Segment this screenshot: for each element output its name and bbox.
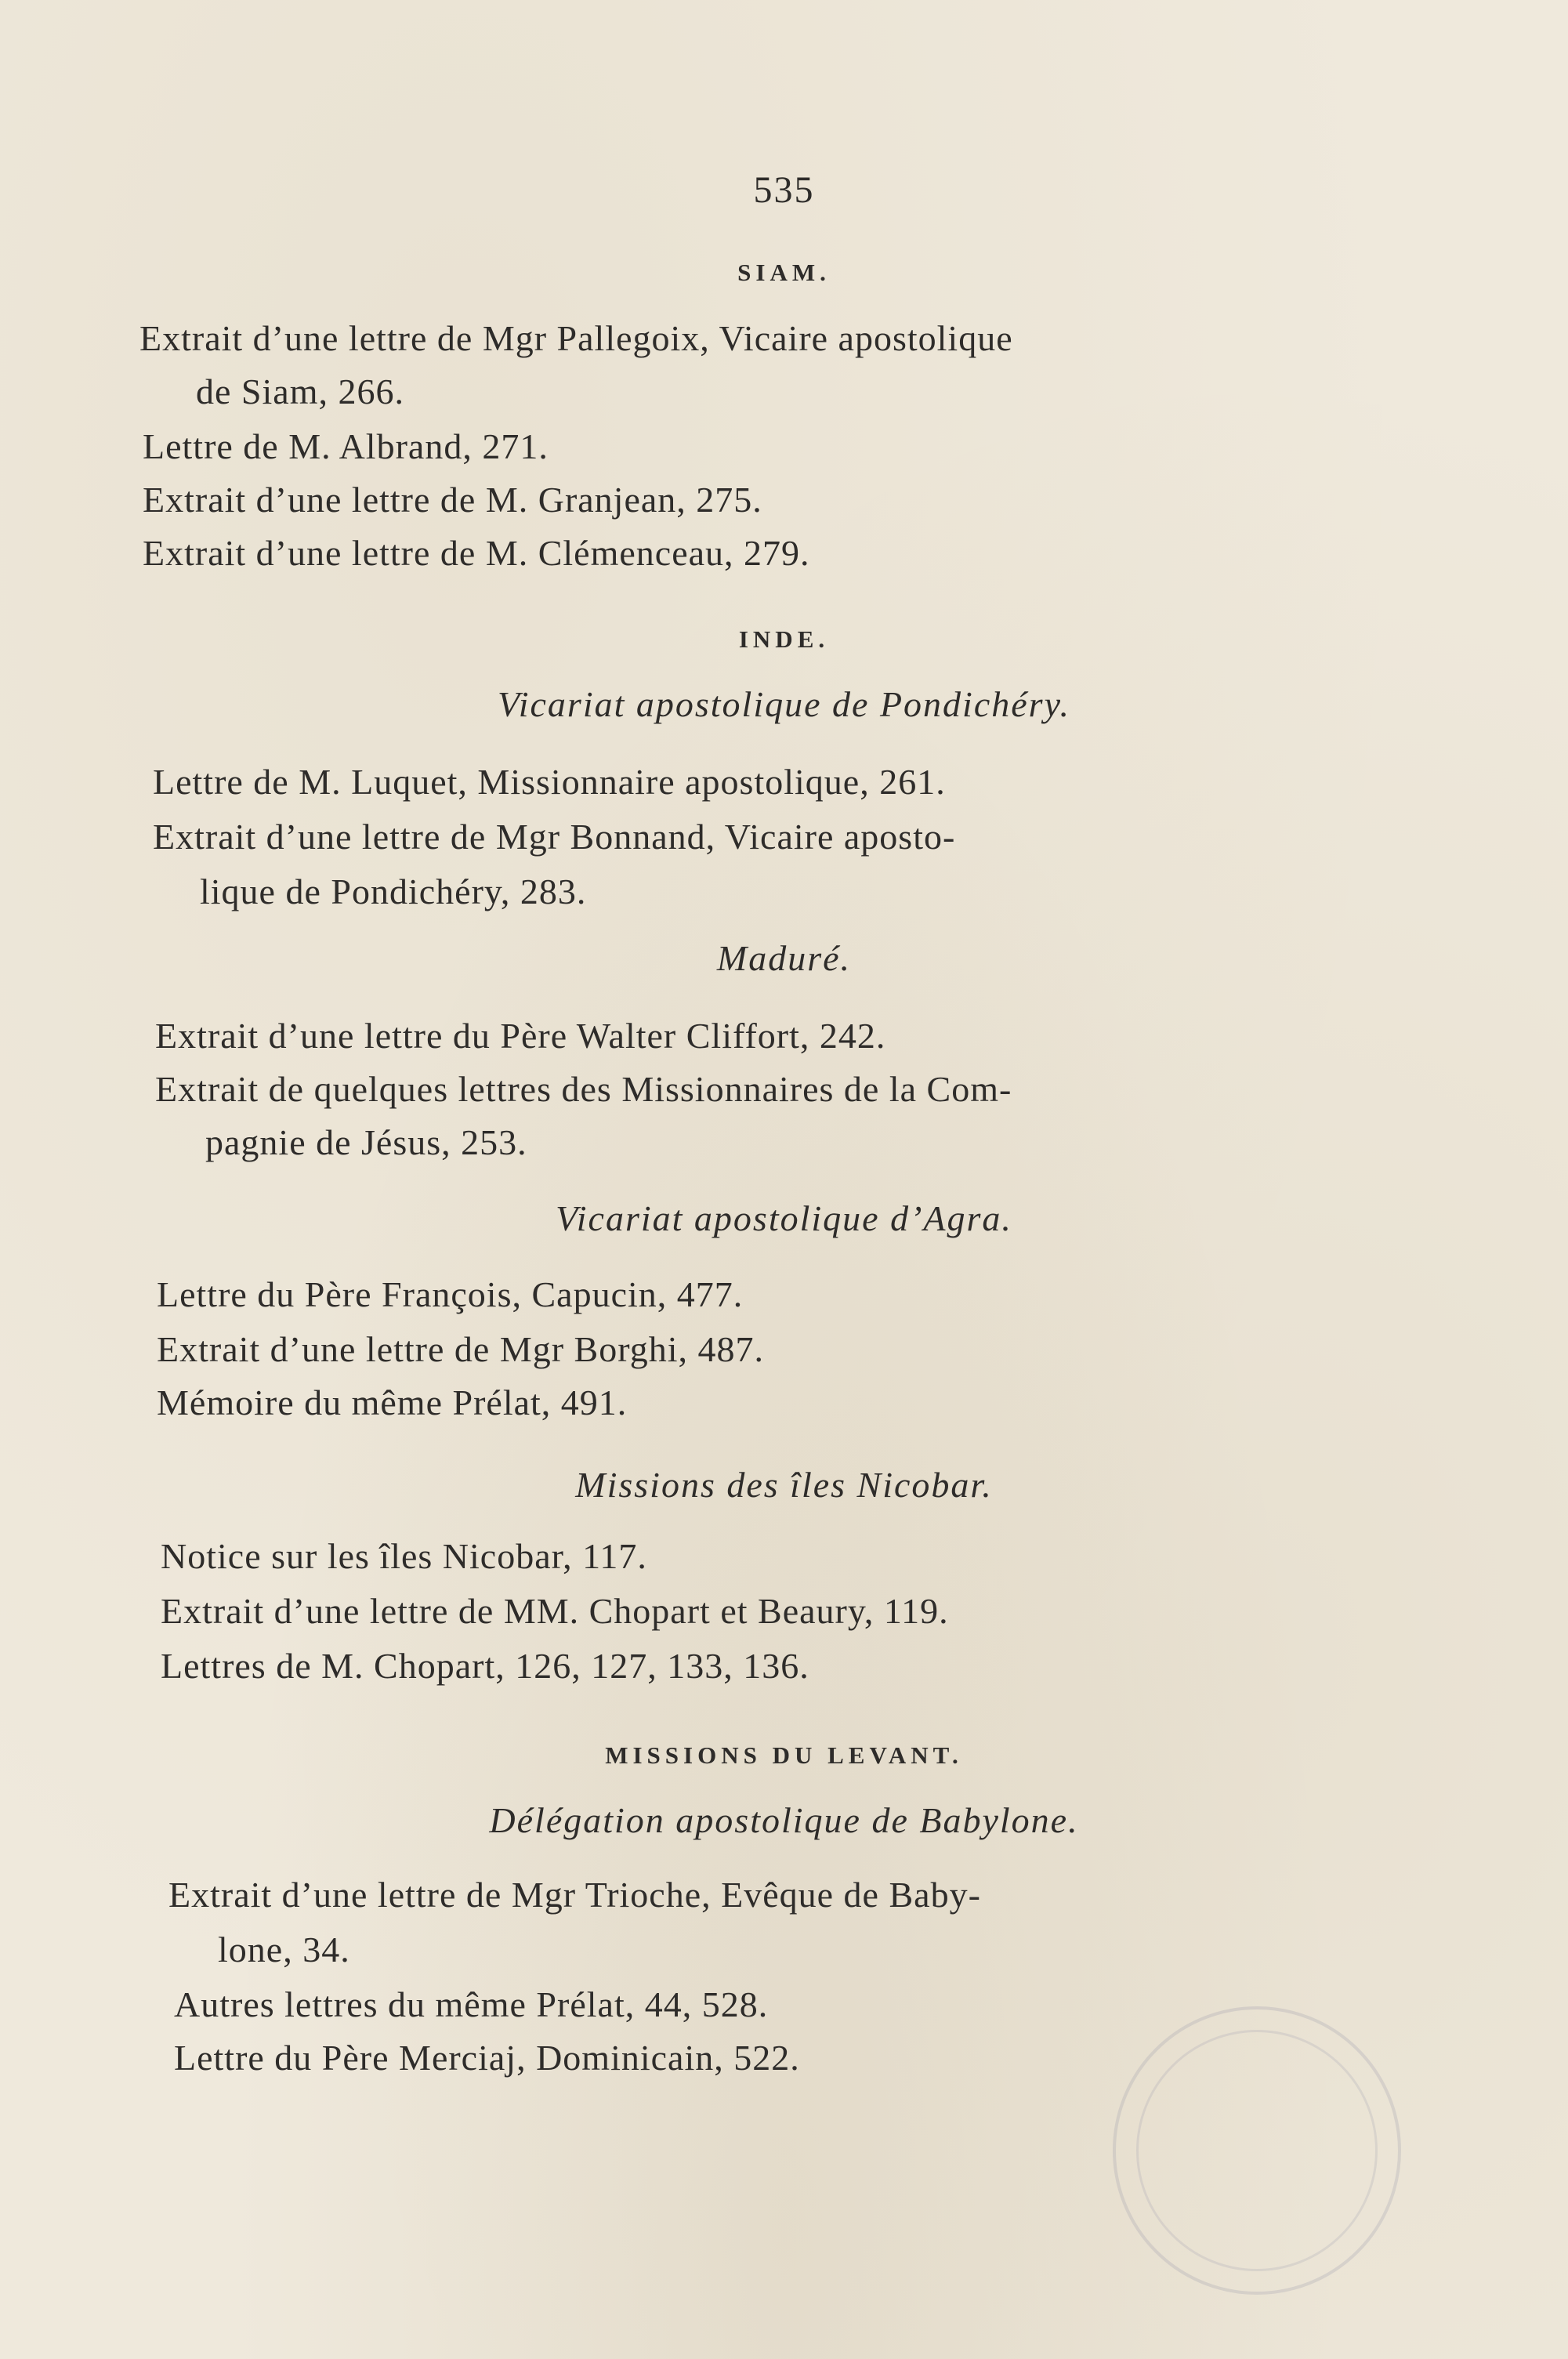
entry-line: Extrait d’une lettre de M. Clémenceau, 279. xyxy=(143,533,810,573)
entry-line: lone, 34. xyxy=(218,1930,350,1969)
entry-line: Autres lettres du même Prélat, 44, 528. xyxy=(174,1984,769,2024)
entry-line: Extrait de quelques lettres des Missionnaires de la Com- xyxy=(155,1069,1012,1109)
section-heading-levant: MISSIONS DU LEVANT. xyxy=(605,1741,963,1769)
subheading-nicobar: Missions des îles Nicobar. xyxy=(575,1465,993,1505)
entry-line: Notice sur les îles Nicobar, 117. xyxy=(161,1536,647,1576)
library-stamp xyxy=(1113,2006,1401,2295)
subheading-agra: Vicariat apostolique d’Agra. xyxy=(556,1198,1012,1238)
entry-line: Mémoire du même Prélat, 491. xyxy=(157,1382,628,1422)
entry-line: Lettre du Père François, Capucin, 477. xyxy=(157,1274,744,1314)
entry-line: Extrait d’une lettre de Mgr Trioche, Evêque de Baby- xyxy=(168,1875,981,1915)
section-heading-siam: SIAM. xyxy=(737,259,831,286)
subheading-pondichery: Vicariat apostolique de Pondichéry. xyxy=(498,684,1070,724)
entry-line: Lettre du Père Merciaj, Dominicain, 522. xyxy=(174,2038,800,2078)
entry-line: Extrait d’une lettre de Mgr Borghi, 487. xyxy=(157,1329,764,1369)
entry-line: Extrait d’une lettre de Mgr Bonnand, Vicaire aposto- xyxy=(153,817,956,857)
entry-line: Lettre de M. Luquet, Missionnaire apostolique, 261. xyxy=(153,762,946,802)
entry-line: de Siam, 266. xyxy=(196,371,404,411)
entry-line: pagnie de Jésus, 253. xyxy=(205,1122,527,1162)
entry-line: Extrait d’une lettre de M. Granjean, 275. xyxy=(143,480,762,520)
entry-line: Lettre de M. Albrand, 271. xyxy=(143,426,549,466)
subheading-madure: Maduré. xyxy=(716,938,852,978)
entry-line: Extrait d’une lettre du Père Walter Cliffort, 242. xyxy=(155,1016,886,1056)
subheading-babylone: Délégation apostolique de Babylone. xyxy=(489,1800,1079,1840)
section-heading-inde: INDE. xyxy=(738,625,830,653)
entry-line: lique de Pondichéry, 283. xyxy=(200,871,587,911)
entry-line: Extrait d’une lettre de MM. Chopart et Beaury, 119. xyxy=(161,1591,949,1631)
entry-line: Lettres de M. Chopart, 126, 127, 133, 136. xyxy=(161,1646,809,1686)
page-number: 535 xyxy=(753,169,815,211)
entry-line: Extrait d’une lettre de Mgr Pallegoix, Vicaire apostolique xyxy=(139,318,1013,358)
